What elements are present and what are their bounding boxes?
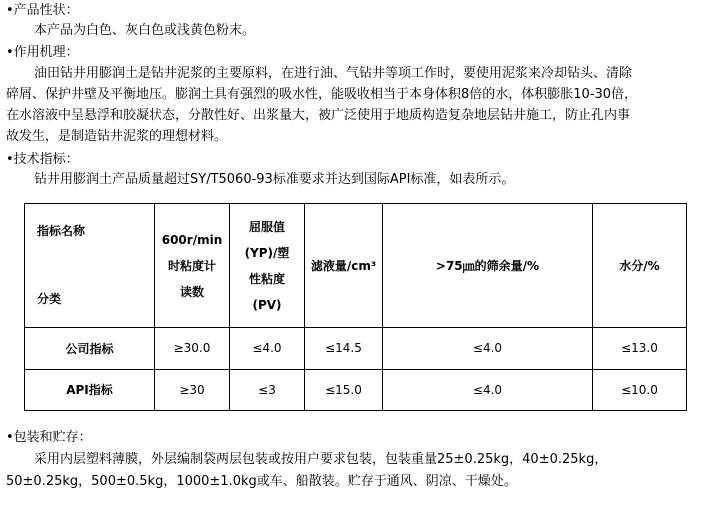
row-value: ≤10.0	[593, 369, 687, 411]
row-value: ≤14.5	[305, 328, 383, 370]
header-yield-line: (YP)/塑	[244, 245, 290, 260]
header-moisture: 水分/%	[593, 204, 687, 328]
mechanism-line-2: 碎屑、保护井壁及平衡地压。膨润土具有强烈的吸水性，能吸收相当于本身体积8倍的水，体积膨胀10-30倍，	[6, 87, 638, 102]
header-filtrate: 滤液量/cm³	[305, 204, 383, 328]
mechanism-line-1: 油田钻井用膨润土是钻井泥浆的主要原料，在进行油、气钻井等项工作时，要使用泥浆来冷却钻头、清除	[34, 66, 633, 81]
properties-text: 本产品为白色、灰白色或浅黄色粉末。	[34, 23, 256, 38]
tech-text: 钻井用膨润土产品质量超过SY/T5060-93标准要求并达到国际API标准，如表所示。	[34, 172, 515, 187]
row-name: API指标	[25, 369, 155, 411]
table-row	[25, 328, 687, 370]
packaging-line-1: 采用内层塑料薄膜，外层编制袋两层包装或按用户要求包装，包装重量25±0.25kg，40±0.25kg，	[34, 452, 608, 467]
row-name: 公司指标	[25, 328, 155, 370]
spec-table	[24, 203, 687, 411]
corner-top-label: 指标名称	[37, 224, 86, 238]
table-header-row	[25, 204, 687, 328]
mechanism-line-3: 在水溶液中呈悬浮和胶凝状态，分散性好、出浆量大，被广泛使用于地质构造复杂地层钻井施工，防止孔内事	[6, 108, 631, 123]
row-value: ≤4.0	[383, 369, 593, 411]
mechanism-heading: •作用机理：	[6, 45, 79, 60]
header-viscosity-line: 600r/min	[161, 232, 223, 247]
row-value: ≤4.0	[383, 328, 593, 370]
row-value: ≤3	[230, 369, 305, 411]
row-value: ≥30.0	[155, 328, 230, 370]
header-yield-line: (PV)	[252, 297, 282, 312]
row-value: ≤13.0	[593, 328, 687, 370]
tech-heading: •技术指标：	[6, 152, 79, 167]
packaging-line-2: 50±0.25kg，500±0.5kg，1000±1.0kg或车、船散装。贮存于通风、阴凉、干燥处。	[6, 474, 517, 489]
row-value: ≤4.0	[230, 328, 305, 370]
header-yield-line: 性粘度	[248, 271, 285, 286]
header-viscosity-line: 时粘度计	[167, 258, 216, 273]
properties-heading: •产品性状：	[6, 3, 79, 18]
corner-bottom-label: 分类	[37, 292, 62, 306]
corner-cell	[25, 204, 155, 328]
header-viscosity-line: 读数	[179, 284, 204, 299]
header-residue: >75㎛的筛余量/%	[383, 204, 593, 328]
row-value: ≥30	[155, 369, 230, 411]
mechanism-line-4: 故发生，是制造钻井泥浆的理想材料。	[6, 129, 228, 144]
header-yield-line: 屈服值	[248, 219, 285, 234]
packaging-heading: •包装和贮存：	[6, 430, 92, 445]
header-yield	[230, 204, 305, 328]
header-viscosity	[155, 204, 230, 328]
row-value: ≤15.0	[305, 369, 383, 411]
table-row	[25, 369, 687, 411]
